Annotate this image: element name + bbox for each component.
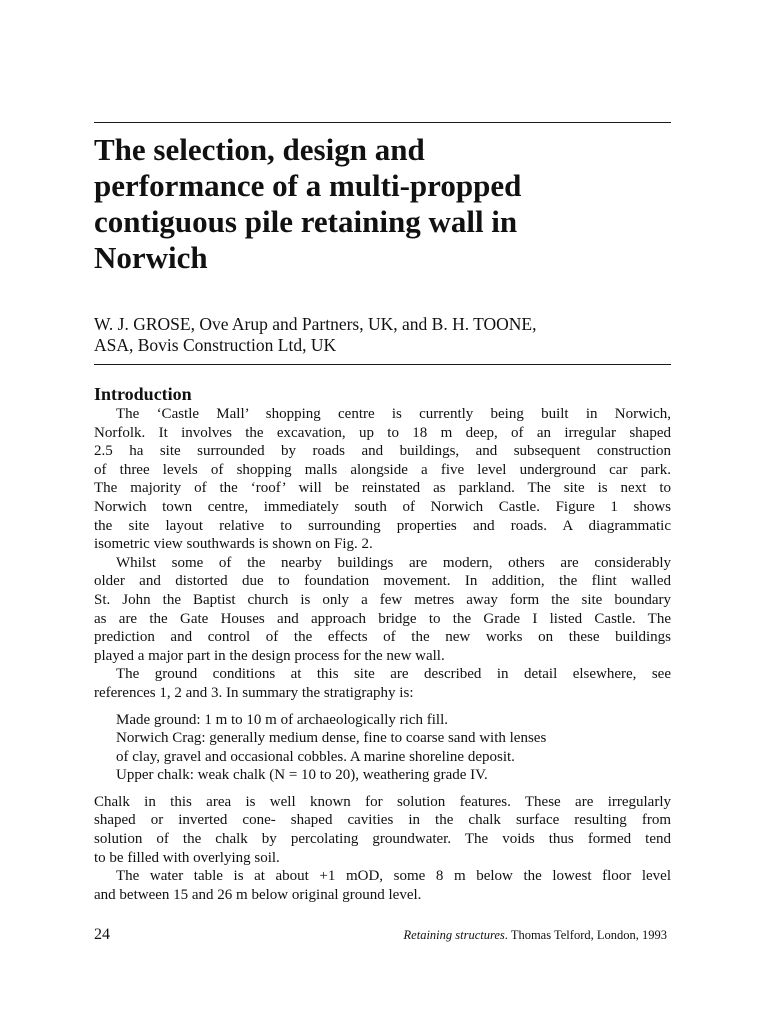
paper-title xyxy=(94,132,654,276)
stratigraphy-item: Norwich Crag: generally medium dense, fine to coarse sand with lenses xyxy=(116,730,547,747)
text-line: Norfolk. It involves the excavation, up to 18 m deep, of an irregular shaped xyxy=(94,424,671,441)
text-line: the site layout relative to surrounding properties and roads. A diagrammatic xyxy=(94,517,671,534)
text-line: Chalk in this area is well known for solution features. These are irregularly xyxy=(94,793,671,810)
text-line: of three levels of shopping malls alongside a five level underground car park. xyxy=(94,461,671,478)
paragraph-3 xyxy=(94,665,671,702)
publisher-info: . Thomas Telford, London, 1993 xyxy=(504,928,667,942)
title-line: contiguous pile retaining wall in xyxy=(94,204,518,239)
stratigraphy-item: Upper chalk: weak chalk (N = 10 to 20), weathering grade IV. xyxy=(116,767,488,784)
book-title: Retaining structures xyxy=(403,928,505,942)
body-text xyxy=(94,405,671,904)
text-line: references 1, 2 and 3. In summary the stratigraphy is: xyxy=(94,684,414,701)
text-line: The water table is at about +1 mOD, some 8 m below the lowest floor level xyxy=(116,868,671,885)
stratigraphy-item: Made ground: 1 m to 10 m of archaeologically rich fill. xyxy=(116,711,448,728)
author-line: W. J. GROSE, Ove Arup and Partners, UK, and B. H. TOONE, xyxy=(94,314,537,334)
text-line: Norwich town centre, immediately south of Norwich Castle. Figure 1 shows xyxy=(94,498,671,515)
text-line: 2.5 ha site surrounded by roads and buildings, and subsequent construction xyxy=(94,443,671,460)
text-line: to be filled with overlying soil. xyxy=(94,849,280,866)
section-heading: Introduction xyxy=(94,384,192,404)
author-rule xyxy=(94,364,671,365)
page-number: 24 xyxy=(94,926,110,943)
page-footer xyxy=(94,926,671,946)
citation xyxy=(404,928,667,943)
text-line: prediction and control of the effects of the new works on these buildings xyxy=(94,629,671,646)
text-line: shaped or inverted cone- shaped cavities in the chalk surface resulting from xyxy=(94,812,671,829)
text-line: St. John the Baptist church is only a few metres away form the site boundary xyxy=(94,591,671,608)
title-line: Norwich xyxy=(94,240,208,275)
author-list xyxy=(94,314,671,356)
stratigraphy-list xyxy=(116,711,671,785)
text-line: The ground conditions at this site are described in detail elsewhere, see xyxy=(116,666,671,683)
paragraph-2 xyxy=(94,554,671,666)
text-line: The majority of the ‘roof’ will be reinstated as parkland. The site is next to xyxy=(94,480,671,497)
text-line: as are the Gate Houses and approach bridge to the Grade I listed Castle. The xyxy=(94,610,671,627)
title-line: The selection, design and xyxy=(94,132,425,167)
paragraph-5 xyxy=(94,867,671,904)
stratigraphy-item: of clay, gravel and occasional cobbles. A marine shoreline deposit. xyxy=(116,748,515,765)
text-line: solution of the chalk by percolating groundwater. The voids thus formed tend xyxy=(94,831,671,848)
paragraph-4 xyxy=(94,793,671,867)
text-line: older and distorted due to foundation movement. In addition, the flint walled xyxy=(94,573,671,590)
text-line: played a major part in the design process for the new wall. xyxy=(94,647,445,664)
text-line: isometric view southwards is shown on Fig. 2. xyxy=(94,536,373,553)
text-line: and between 15 and 26 m below original ground level. xyxy=(94,886,422,903)
top-rule xyxy=(94,122,671,123)
paragraph-1 xyxy=(94,405,671,554)
text-line: Whilst some of the nearby buildings are modern, others are considerably xyxy=(116,554,671,571)
title-line: performance of a multi-propped xyxy=(94,168,522,203)
author-line: ASA, Bovis Construction Ltd, UK xyxy=(94,335,337,355)
text-line: The ‘Castle Mall’ shopping centre is currently being built in Norwich, xyxy=(116,406,671,422)
